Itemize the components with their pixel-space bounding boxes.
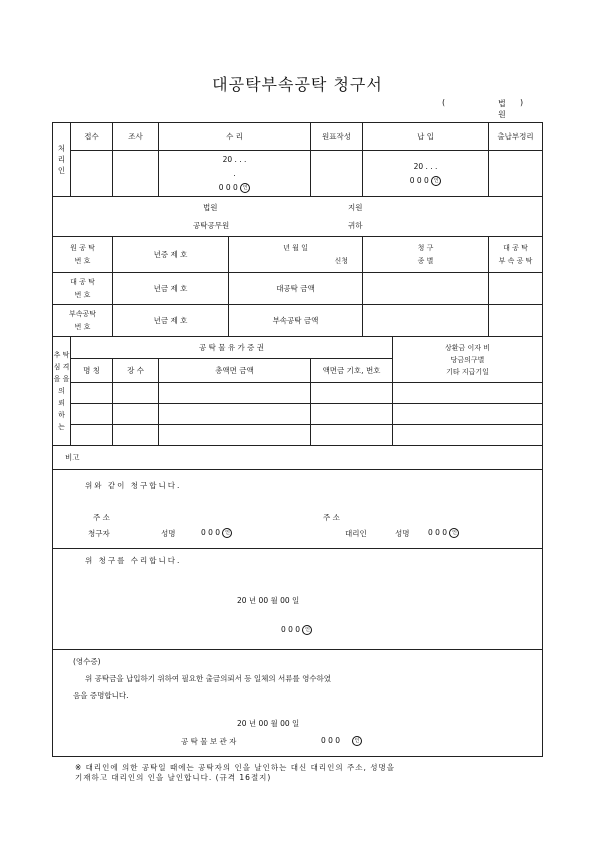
big-year-case[interactable]: 년금 제 호 xyxy=(113,273,229,305)
seal-icon: 인 xyxy=(302,625,312,635)
receipt-block xyxy=(53,650,543,757)
payment-cell[interactable]: 20 . . . 0 0 0 인 xyxy=(363,151,489,197)
footnote-line1: ※ 대리인에 의한 공탁일 때에는 공탁자의 인을 날인하는 대신 대리인의 주소, 성명을 xyxy=(75,763,395,772)
big-amount-extra[interactable] xyxy=(489,273,543,305)
seal-icon: 인 xyxy=(431,176,441,186)
claim-block xyxy=(53,470,543,549)
paren-close: ) xyxy=(520,98,524,107)
sec-cell[interactable] xyxy=(393,425,543,446)
orig-deposit-label: 원 공 탁 번 호 xyxy=(53,237,113,273)
col-count: 장 수 xyxy=(113,359,159,383)
sec-cell[interactable] xyxy=(159,404,311,425)
sec-cell[interactable] xyxy=(159,425,311,446)
honor-label: 귀하 xyxy=(348,220,363,230)
col-accept: 수 리 xyxy=(159,123,311,151)
col-ledger: 출납부정리 xyxy=(489,123,543,151)
keeper-label: 공 탁 물 보 관 자 xyxy=(181,737,237,746)
agent-sign[interactable]: 0 0 0 인 xyxy=(428,528,459,538)
securities-group-header: 공 탁 물 유 가 증 권 xyxy=(71,337,393,359)
original-record-cell[interactable] xyxy=(311,151,363,197)
agent-address-label: 주 소 xyxy=(323,513,340,522)
footnote-line2: 기재하고 대리인의 인을 날인합니다. (규격 16절지) xyxy=(75,773,272,782)
accept-date: 20 년 00 월 00 일 xyxy=(237,596,300,605)
col-name: 명 칭 xyxy=(71,359,113,383)
big-sub-deposit: 대 공 탁 부 속 공 탁 xyxy=(489,237,543,273)
sec-cell[interactable] xyxy=(311,404,393,425)
form-table xyxy=(52,122,543,757)
claimant-address-label: 주 소 xyxy=(93,513,110,522)
seal-icon: 인 xyxy=(352,736,362,746)
orig-year-case[interactable]: 년증 제 호 xyxy=(113,237,229,273)
court-label: 법원 xyxy=(203,202,218,212)
sub-year-case[interactable]: 년금 제 호 xyxy=(113,305,229,337)
col-inspect: 조사 xyxy=(113,123,159,151)
keeper-sign[interactable]: 0 0 0 인 xyxy=(321,736,362,746)
securities-side-label: 추 탁 심 격 을 을 의 뢰 하 는 xyxy=(53,337,71,446)
receipt-date: 20 년 00 월 00 일 xyxy=(237,719,300,728)
sec-cell[interactable] xyxy=(113,383,159,404)
ledger-cell[interactable] xyxy=(489,151,543,197)
branch-label: 지원 xyxy=(348,202,363,212)
page-title: 대공탁부속공탁 청구서 xyxy=(212,75,383,94)
receipt-heading: (영수증) xyxy=(73,657,101,666)
sec-cell[interactable] xyxy=(393,404,543,425)
remarks-row[interactable] xyxy=(53,446,543,470)
sec-cell[interactable] xyxy=(71,404,113,425)
claimant-sign[interactable]: 0 0 0 인 xyxy=(201,528,232,538)
agent-label: 대리인 xyxy=(345,529,367,538)
processor-side-label: 처 리 인 xyxy=(53,123,71,197)
claimant-name-label: 성명 xyxy=(161,529,176,538)
claim-type: 청 구 종 별 xyxy=(363,237,489,273)
agent-name-label: 성명 xyxy=(395,529,410,538)
receipt-body-line2: 음을 증명합니다. xyxy=(73,691,129,700)
col-original-record: 원표작성 xyxy=(311,123,363,151)
sec-cell[interactable] xyxy=(113,425,159,446)
sec-cell[interactable] xyxy=(393,383,543,404)
paren-open: ( xyxy=(442,98,446,107)
sub-amount-value[interactable] xyxy=(363,305,489,337)
sec-cell[interactable] xyxy=(113,404,159,425)
receipt-body-line1: 위 공탁금을 납입하기 위하여 필요한 출금의뢰서 등 일체의 서류를 영수하였 xyxy=(85,674,332,683)
seal-icon: 인 xyxy=(449,528,459,538)
big-amount-value[interactable] xyxy=(363,273,489,305)
sub-amount-extra[interactable] xyxy=(489,305,543,337)
sec-cell[interactable] xyxy=(311,425,393,446)
col-payment: 납 입 xyxy=(363,123,489,151)
seal-icon: 인 xyxy=(240,183,250,193)
sec-cell[interactable] xyxy=(71,425,113,446)
footnote xyxy=(75,763,535,783)
accept-sign[interactable]: 0 0 0 인 xyxy=(281,625,312,635)
sub-amount-label: 부속공탁 금액 xyxy=(229,305,363,337)
accept-text: 위 청구를 수리합니다. xyxy=(85,556,182,565)
big-amount-label: 대공탁 금액 xyxy=(229,273,363,305)
receipt-cell[interactable] xyxy=(71,151,113,197)
court-word: 법원 xyxy=(498,99,506,119)
repayment-type-header: 상환금 이자 비 당금의구별 기타 지급기일 xyxy=(393,337,543,383)
remarks-label: 비고 xyxy=(65,453,80,462)
claimant-label: 청구자 xyxy=(88,529,110,538)
col-face-total: 총액면 금액 xyxy=(159,359,311,383)
officer-label: 공탁공무원 xyxy=(193,220,230,230)
sec-cell[interactable] xyxy=(311,383,393,404)
accept-block xyxy=(53,549,543,650)
seal-icon: 인 xyxy=(222,528,232,538)
col-receipt: 접수 xyxy=(71,123,113,151)
addressee-block xyxy=(53,197,543,237)
accept-cell[interactable]: 20 . . . . 0 0 0 인 xyxy=(159,151,311,197)
sub-deposit-label: 부속공탁 번 호 xyxy=(53,305,113,337)
orig-date[interactable]: 년 월 일 신청 xyxy=(229,237,363,273)
inspect-cell[interactable] xyxy=(113,151,159,197)
sec-cell[interactable] xyxy=(71,383,113,404)
sec-cell[interactable] xyxy=(159,383,311,404)
big-deposit-label: 대 공 탁 번 호 xyxy=(53,273,113,305)
col-face-number: 액면금 기호, 번호 xyxy=(311,359,393,383)
claim-text: 위와 같이 청구합니다. xyxy=(85,481,182,490)
